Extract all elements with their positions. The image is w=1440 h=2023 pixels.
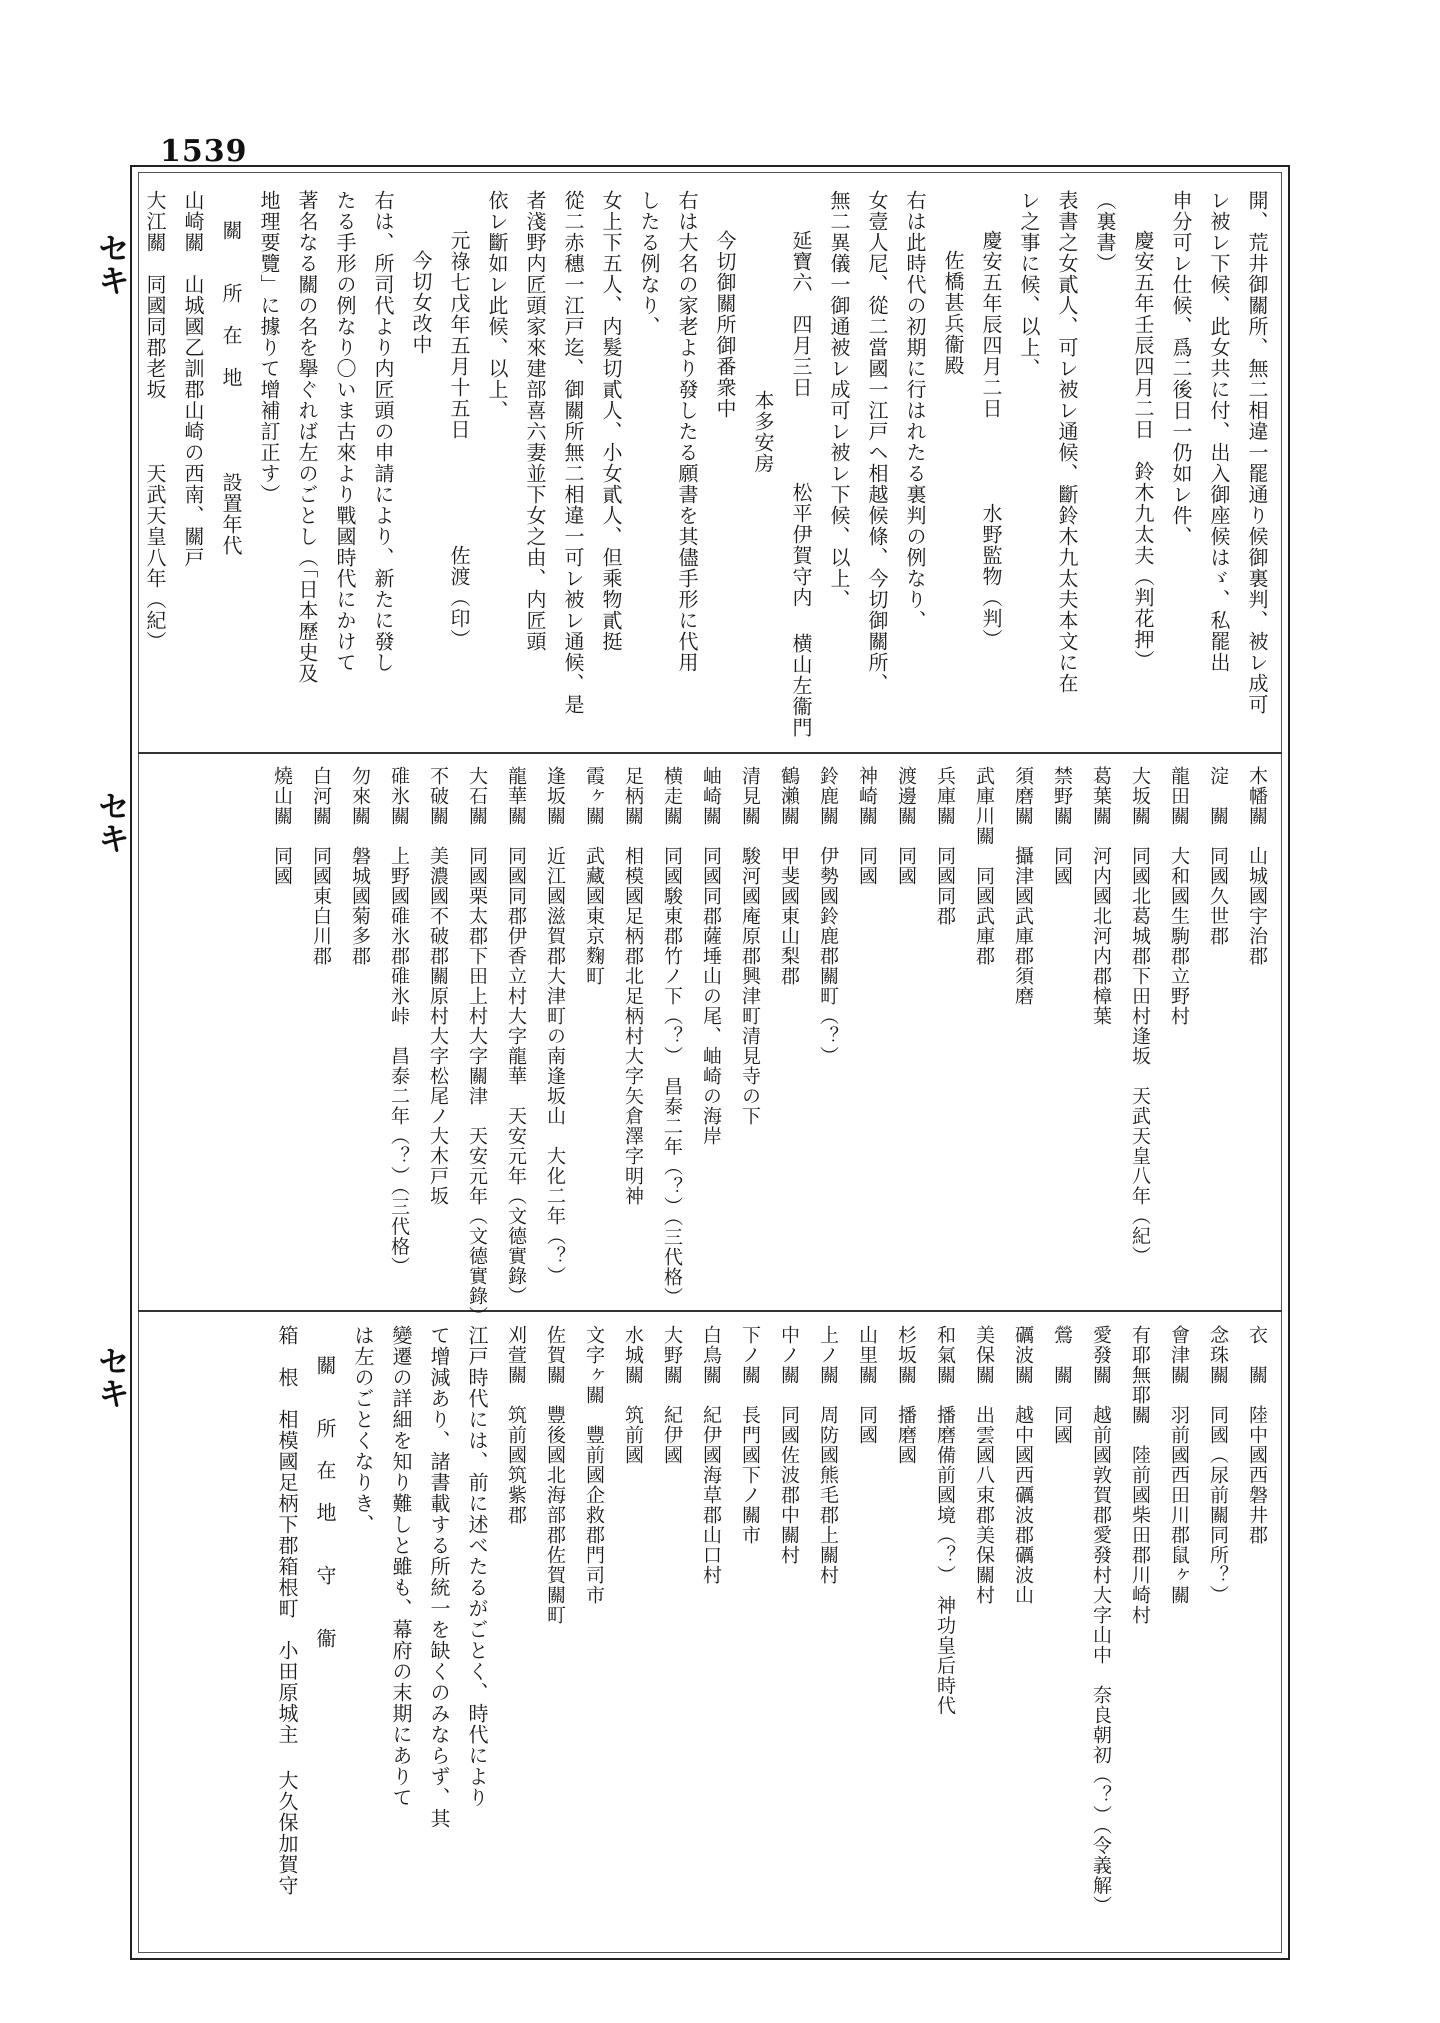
text-line: （裏書） <box>1093 190 1117 274</box>
text-line: 延寶六 四月三日 松平伊賀守内 横山左衞門 <box>789 230 813 738</box>
list-item: 渡邊關 同國 <box>895 766 917 886</box>
list-item: 白鳥關 紀伊國海草郡山口村 <box>700 1325 722 1585</box>
text-line: レ之事に候、以上、 <box>1017 190 1041 379</box>
list-item: 足柄關 相模國足柄郡北足柄村大字矢倉澤字明神 <box>622 766 644 1206</box>
list-item: 佐賀關 豐後國北海部郡佐賀關町 <box>544 1325 566 1625</box>
list-item: 淀 關 同國久世郡 <box>1207 766 1229 946</box>
text-line: 右は此時代の初期に行はれたる裏判の例なり、 <box>903 190 927 631</box>
index-tab-bottom: セキ <box>93 1345 131 1409</box>
list-item: 不破關 美濃國不破郡關原村大字松尾ノ大木戸坂 <box>427 766 449 1206</box>
list-item: 鶴瀨關 甲斐國東山梨郡 <box>778 766 800 986</box>
list-item: 鶯 關 同國 <box>1051 1325 1073 1445</box>
list-item: 碓氷關 上野國碓氷郡碓氷峠 昌泰二年（？）（三代格） <box>388 766 410 1277</box>
list-item: 文字ヶ關 豐前國企救郡門司市 <box>583 1325 605 1605</box>
index-tab-top: セキ <box>93 232 131 296</box>
text-line: 著名なる關の名を擧ぐれば左のごとし（「日本歷史及 <box>295 190 319 684</box>
list-item: 神崎關 同國 <box>856 766 878 886</box>
text-line: 本多安房 <box>751 390 775 474</box>
text-line: 開、荒井御關所、無二相違一罷通り候御裏判、被レ成可 <box>1245 190 1269 715</box>
list-item: 杉坂關 播磨國 <box>895 1325 917 1465</box>
text-line: 右は大名の家老より發したる願書を其儘手形に代用 <box>675 190 699 673</box>
text-line: たる手形の例なり〇いま古來より戰國時代にかけて <box>333 190 357 673</box>
text-line: 女壹人尼、從二當國一江戸ヘ相越候條、今切御關所、 <box>865 190 889 694</box>
list-item: 山里關 同國 <box>856 1325 878 1445</box>
list-item: 上ノ關 周防國熊毛郡上關村 <box>817 1325 839 1585</box>
bottom-section <box>150 1325 1272 1940</box>
index-tab-middle: セキ <box>93 790 131 854</box>
text-line: 佐橋甚兵衞殿 <box>941 250 965 376</box>
text-line: 江戸時代には、前に述べたるがごとく、時代により <box>465 1325 489 1808</box>
list-item: 燒山關 同國 <box>271 766 293 886</box>
list-item: 清見關 駿河國庵原郡興津町清見寺の下 <box>739 766 761 1126</box>
list-item: 須磨關 攝津國武庫郡須磨 <box>1012 766 1034 1006</box>
list-item: 龍田關 大和國生駒郡立野村 <box>1168 766 1190 1026</box>
list-item: 衣 關 陸中國西磐井郡 <box>1246 1325 1268 1545</box>
list-item: 大江關 同國同郡老坂 天武天皇八年（紀） <box>143 190 167 652</box>
list-item: 禁野關 同國 <box>1051 766 1073 886</box>
middle-section <box>150 766 1272 1326</box>
list-item: 念珠關 同國（尿前關同所？） <box>1207 1325 1229 1605</box>
list-item: 勿來關 磐城國菊多郡 <box>349 766 371 966</box>
text-line: 女上下五人、内髮切貳人、小女貳人、但乘物貳挺 <box>599 190 623 652</box>
list-item: 和氣關 播磨備前國境（？） 神功皇后時代 <box>934 1325 956 1716</box>
list-item: 大野關 紀伊國 <box>661 1325 683 1465</box>
list-item: 箱 根 相模國足柄下郡箱根町 小田原城主 大久保加賀守 <box>275 1325 299 1896</box>
list-item: 横走關 同國駿東郡竹ノ下（？） 昌泰二年（？）（三代格） <box>661 766 683 1307</box>
text-line: 從二赤穗一江戸迄、御關所無二相違一可レ被レ通候、是 <box>561 190 585 715</box>
text-line: て增減あり、諸書載する所統一を缺くのみならず、其 <box>427 1325 451 1829</box>
list-item: 礪波關 越中國西礪波郡礪波山 <box>1012 1325 1034 1605</box>
list-item: 龍華關 同國同郡伊香立村大字龍華 天安元年（文德實錄） <box>505 766 527 1306</box>
list-item: 大坂關 同國北葛城郡下田村逢坂 天武天皇八年（紀） <box>1129 766 1151 1266</box>
text-line: 今切御關所御番衆中 <box>713 230 737 419</box>
list-item: 岫崎關 同國同郡薩埵山の尾、岫崎の海岸 <box>700 766 722 1146</box>
list-item: 水城關 筑前國 <box>622 1325 644 1465</box>
text-line: 慶安五年辰四月二日 水野監物（判） <box>979 230 1003 650</box>
page-number: 1539 <box>160 134 248 169</box>
text-line: 依レ斷如レ此候、以上、 <box>485 190 509 421</box>
section-divider-1 <box>138 752 1282 754</box>
text-line: 今切女改中 <box>409 250 433 355</box>
text-line: レ被レ下候、此女共に付、出入御座候はゞ、私罷出 <box>1207 190 1231 673</box>
text-line: したる例なり、 <box>637 190 661 337</box>
list-item: 愛發關 越前國敦賀郡愛發村大字山中 奈良朝初（？）（令義解） <box>1090 1325 1112 1916</box>
text-line: 變遷の詳細を知り難しと雖も、幕府の末期にありて <box>389 1325 413 1808</box>
text-line: 右は、所司代より内匠頭の申請により、新たに發し <box>371 190 395 673</box>
list-item: 逢坂關 近江國滋賀郡大津町の南逢坂山 大化二年（？） <box>544 766 566 1286</box>
list-item: 下ノ關 長門國下ノ關市 <box>739 1325 761 1545</box>
list-item: 大石關 同國栗太郡下田上村大字關津 天安元年（文德實錄） <box>466 766 488 1326</box>
list-item: 有耶無耶關 陸前國柴田郡川崎村 <box>1129 1325 1151 1625</box>
text-line: 申分可レ仕候、爲二後日一仍如レ件、 <box>1169 190 1193 547</box>
list-item: 霞ヶ關 武藏國東京麴町 <box>583 766 605 986</box>
top-section <box>143 190 1272 742</box>
list-item: 中ノ關 同國佐波郡中關村 <box>778 1325 800 1565</box>
list-item: 兵庫關 同國同郡 <box>934 766 956 926</box>
text-line: 慶安五年壬辰四月二日 鈴木九太夫（判花押） <box>1131 230 1155 671</box>
list-item: 鈴鹿關 伊勢國鈴鹿郡關町（？） <box>817 766 839 1066</box>
text-line: は左のごとくなりき、 <box>351 1325 375 1535</box>
text-line: 者淺野内匠頭家來建部喜六妻並下女之由、内匠頭 <box>523 190 547 652</box>
list-item: 山崎關 山城國乙訓郡山崎の西南、關戸 <box>181 190 205 568</box>
list-item: 木幡關 山城國宇治郡 <box>1246 766 1268 966</box>
text-line: 表書之女貳人、可レ被レ通候、斷鈴木九太夫本文に在 <box>1055 190 1079 694</box>
list-item: 刈萱關 筑前國筑紫郡 <box>505 1325 527 1525</box>
table-header: 關 所 在 地 守 衞 <box>313 1355 337 1649</box>
list-item: 白河關 同國東白川郡 <box>310 766 332 966</box>
text-line: 元祿七戊年五月十五日 佐渡（印） <box>447 230 471 650</box>
table-header: 關 所 在 地 設置年代 <box>219 220 243 556</box>
text-line: 地理要覽」に據りて增補訂正す） <box>257 190 281 505</box>
list-item: 葛葉關 河内國北河内郡樟葉 <box>1090 766 1112 1026</box>
list-item: 美保關 出雲國八束郡美保關村 <box>973 1325 995 1605</box>
list-item: 會津關 羽前國西田川郡鼠ヶ關 <box>1168 1325 1190 1605</box>
text-line: 無二異儀一御通被レ成可レ被レ下候、以上、 <box>827 190 851 610</box>
section-divider-2 <box>138 1310 1282 1312</box>
list-item: 武庫川關 同國武庫郡 <box>973 766 995 966</box>
